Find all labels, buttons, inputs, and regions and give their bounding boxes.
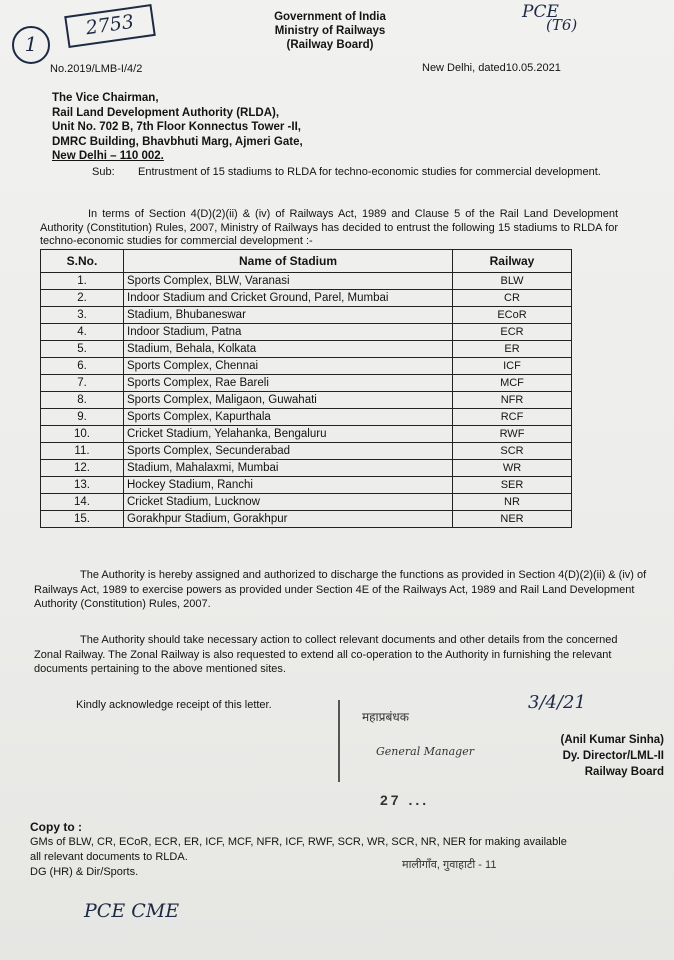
signatory-designation: Dy. Director/LML-II — [562, 750, 664, 762]
row-stadium-name: Sports Complex, Rae Bareli — [124, 375, 453, 392]
table-row — [41, 511, 572, 528]
table-row — [41, 375, 572, 392]
signatory-office: Railway Board — [584, 766, 664, 778]
row-sno: 1. — [41, 273, 124, 290]
address-line: Rail Land Development Authority (RLDA), — [52, 106, 280, 119]
signatory-name: (Anil Kumar Sinha) — [560, 734, 664, 746]
row-railway: ECR — [453, 324, 572, 341]
row-stadium-name: Indoor Stadium and Cricket Ground, Parel, Mumbai — [124, 290, 453, 307]
row-railway: ECoR — [453, 307, 572, 324]
row-railway: CR — [453, 290, 572, 307]
row-sno: 12. — [41, 460, 124, 477]
subject-text: Entrustment of 15 stadiums to RLDA for techno-economic studies for commercial development. — [138, 166, 601, 178]
row-railway: ICF — [453, 358, 572, 375]
table-row — [41, 341, 572, 358]
addressee-block — [52, 91, 303, 164]
row-railway: BLW — [453, 273, 572, 290]
header-government: Government of India — [274, 11, 386, 23]
row-railway: NR — [453, 494, 572, 511]
subject-label: Sub: — [92, 166, 115, 178]
address-line: Unit No. 702 B, 7th Floor Konnectus Tower -II, — [52, 121, 301, 133]
handwritten-circle-number: 1 — [12, 26, 50, 64]
table-row — [41, 477, 572, 494]
row-sno: 9. — [41, 409, 124, 426]
address-line: The Vice Chairman, — [52, 92, 159, 104]
row-stadium-name: Indoor Stadium, Patna — [124, 324, 453, 341]
row-sno: 15. — [41, 511, 124, 528]
row-sno: 6. — [41, 358, 124, 375]
acknowledge-line: Kindly acknowledge receipt of this letter. — [76, 699, 272, 711]
stamp-title: General Manager — [376, 745, 474, 758]
table-row — [41, 358, 572, 375]
paragraph-documents: The Authority should take necessary action to collect relevant documents and other details from the concerned Zonal Railway. The Zonal Railway is also requested to extend all co-operation to the Authority in furnishing the relevant documents pertaining to the above mentioned sites. — [34, 634, 618, 675]
address-line-city: New Delhi – 110 002. — [52, 150, 164, 162]
paragraph-intro: In terms of Section 4(D)(2)(ii) & (iv) of Railways Act, 1989 and Clause 5 of the Rail Land Development Authority (Constitution) Rules, 2007, Ministry of Railways has decided to entrust the following 15 stadiums to RLDA for techno-economic studies for commercial development :- — [40, 208, 618, 247]
table-row — [41, 426, 572, 443]
table-header-row — [41, 250, 572, 273]
copy-to-block — [30, 820, 670, 880]
row-railway: WR — [453, 460, 572, 477]
row-railway: NER — [453, 511, 572, 528]
table-row — [41, 460, 572, 477]
handwritten-pce-top: PCE — [522, 2, 559, 22]
signatory-block — [524, 732, 664, 780]
row-stadium-name: Sports Complex, Secunderabad — [124, 443, 453, 460]
copy-to-line: GMs of BLW, CR, ECoR, ECR, ER, ICF, MCF, NFR, ICF, RWF, SCR, WR, SCR, NR, NER for making available — [30, 836, 567, 848]
handwritten-pce-sub: (T6) — [546, 16, 578, 34]
table-row — [41, 494, 572, 511]
col-header-railway: Railway — [453, 250, 572, 273]
address-line: DMRC Building, Bhavbhuti Marg, Ajmeri Gate, — [52, 135, 303, 148]
stamp-date: 27 ... — [380, 792, 430, 808]
row-stadium-name: Sports Complex, Maligaon, Guwahati — [124, 392, 453, 409]
row-stadium-name: Gorakhpur Stadium, Gorakhpur — [124, 511, 453, 528]
table-row — [41, 409, 572, 426]
stamp-hindi-text: महाप्रबंधक — [362, 710, 409, 724]
row-sno: 11. — [41, 443, 124, 460]
row-stadium-name: Sports Complex, Kapurthala — [124, 409, 453, 426]
row-stadium-name: Stadium, Bhubaneswar — [124, 307, 453, 324]
row-stadium-name: Hockey Stadium, Ranchi — [124, 477, 453, 494]
row-stadium-name: Sports Complex, Chennai — [124, 358, 453, 375]
row-stadium-name: Stadium, Behala, Kolkata — [124, 341, 453, 358]
header-board: (Railway Board) — [286, 39, 374, 51]
row-sno: 4. — [41, 324, 124, 341]
handwritten-boxed-number: 2753 — [64, 4, 156, 48]
row-railway: RCF — [453, 409, 572, 426]
col-header-sno: S.No. — [41, 250, 124, 273]
copy-to-title: Copy to : — [30, 820, 82, 834]
row-sno: 7. — [41, 375, 124, 392]
copy-to-line: DG (HR) & Dir/Sports. — [30, 866, 139, 878]
table-row — [41, 273, 572, 290]
table-row — [41, 290, 572, 307]
row-sno: 5. — [41, 341, 124, 358]
table-row — [41, 443, 572, 460]
row-railway: SCR — [453, 443, 572, 460]
letter-header — [230, 10, 430, 52]
handwritten-pce-bottom: PCE CME — [84, 900, 180, 922]
subject-line — [92, 166, 614, 179]
copy-to-line: all relevant documents to RLDA. — [30, 851, 188, 863]
header-ministry: Ministry of Railways — [274, 25, 386, 37]
handwritten-signature: 3/4/21 — [528, 692, 586, 713]
hindi-stamp-note: मालीगाँव, गुवाहाटी - 11 — [402, 859, 497, 871]
row-sno: 14. — [41, 494, 124, 511]
row-stadium-name: Cricket Stadium, Yelahanka, Bengaluru — [124, 426, 453, 443]
row-sno: 3. — [41, 307, 124, 324]
row-railway: RWF — [453, 426, 572, 443]
reference-number: No.2019/LMB-I/4/2 — [50, 63, 143, 75]
row-stadium-name: Stadium, Mahalaxmi, Mumbai — [124, 460, 453, 477]
stadium-table — [40, 249, 572, 528]
row-sno: 10. — [41, 426, 124, 443]
row-stadium-name: Cricket Stadium, Lucknow — [124, 494, 453, 511]
table-row — [41, 324, 572, 341]
row-sno: 8. — [41, 392, 124, 409]
table-row — [41, 392, 572, 409]
table-row — [41, 307, 572, 324]
table-body — [41, 273, 572, 528]
row-sno: 2. — [41, 290, 124, 307]
row-railway: ER — [453, 341, 572, 358]
row-railway: NFR — [453, 392, 572, 409]
paragraph-authority-powers: The Authority is hereby assigned and authorized to discharge the functions as provided in Section 4(D)(2)(ii) & (iv) of Railways Act, 1989 to exercise powers as provided under Section 4E of the Railways Act, 1989 and Rail Land Development Authority (Constitution) Rules, 2007. — [34, 569, 647, 610]
row-railway: SER — [453, 477, 572, 494]
row-railway: MCF — [453, 375, 572, 392]
col-header-name: Name of Stadium — [124, 250, 453, 273]
row-sno: 13. — [41, 477, 124, 494]
row-stadium-name: Sports Complex, BLW, Varanasi — [124, 273, 453, 290]
letter-date: New Delhi, dated10.05.2021 — [422, 62, 561, 74]
